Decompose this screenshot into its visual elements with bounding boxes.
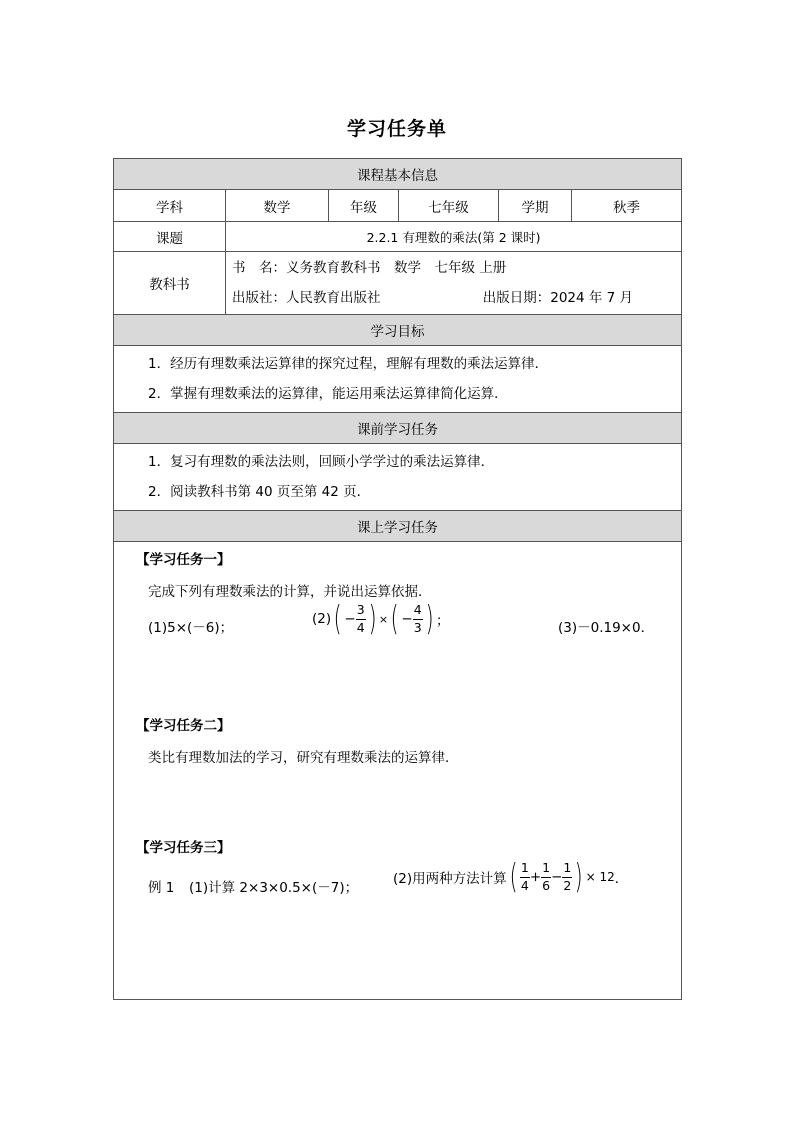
task1-instruction: 完成下列有理数乘法的计算，并说出运算依据． bbox=[148, 584, 432, 600]
denominator: 4 bbox=[520, 877, 529, 893]
times-sign: × bbox=[378, 612, 389, 626]
goal-item: 2．掌握有理数乘法的运算律，能运用乘法运算律简化运算． bbox=[148, 386, 508, 402]
minus-sign: − bbox=[401, 611, 413, 627]
in-class-tasks bbox=[114, 542, 682, 1000]
goal-item: 1．经历有理数乘法运算律的探究过程，理解有理数的乘法运算律． bbox=[148, 356, 549, 372]
subject-value: 数学 bbox=[226, 190, 329, 222]
task1-item2 bbox=[312, 599, 450, 639]
plus-sign: + bbox=[529, 869, 542, 885]
example-part1: (1)计算 2×3×0.5×(－7)； bbox=[189, 880, 359, 896]
numerator: 1 bbox=[541, 862, 551, 878]
task3-heading: 【学习任务三】 bbox=[136, 840, 231, 856]
left-paren: ( bbox=[509, 857, 518, 897]
example-label: 例 1 bbox=[148, 880, 175, 896]
textbook-label: 教科书 bbox=[114, 252, 226, 315]
right-paren: ) bbox=[575, 857, 583, 897]
fraction bbox=[356, 604, 366, 634]
topic-label: 课题 bbox=[114, 222, 226, 252]
grade-value: 七年级 bbox=[399, 190, 499, 222]
right-paren: ) bbox=[368, 599, 377, 639]
example-part2 bbox=[393, 857, 629, 897]
section-in-class-tasks: 课上学习任务 bbox=[114, 511, 682, 542]
denominator: 3 bbox=[413, 619, 422, 635]
term-value: 秋季 bbox=[572, 190, 682, 222]
times-twelve: × 12 bbox=[585, 870, 615, 884]
book-line: 书 名：义务教育教科书 数学 七年级 上册 bbox=[232, 260, 507, 276]
page-title: 学习任务单 bbox=[346, 118, 447, 140]
fraction bbox=[562, 862, 572, 892]
denominator: 6 bbox=[542, 877, 551, 893]
right-paren: ) bbox=[425, 599, 434, 639]
term-label: 学期 bbox=[499, 190, 572, 222]
section-goals: 学习目标 bbox=[114, 315, 682, 346]
publish-date: 出版日期：2024 年 7 月 bbox=[482, 290, 634, 306]
part2-prefix: (2)用两种方法计算 bbox=[393, 871, 507, 887]
subject-label: 学科 bbox=[114, 190, 226, 222]
publisher-line bbox=[232, 283, 681, 313]
denominator: 2 bbox=[563, 877, 572, 893]
numerator: 1 bbox=[520, 862, 530, 878]
minus-sign: − bbox=[551, 869, 563, 885]
fraction bbox=[541, 862, 551, 892]
task1-item3: (3)－0.19×0． bbox=[558, 620, 655, 636]
item2-prefix: (2) bbox=[312, 611, 332, 627]
numerator: 3 bbox=[356, 604, 366, 620]
task2-text: 类比有理数加法的学习，研究有理数乘法的运算律． bbox=[148, 750, 459, 766]
task1-item1: (1)5×(－6)； bbox=[148, 620, 234, 636]
section-pre-tasks: 课前学习任务 bbox=[114, 413, 682, 444]
fraction bbox=[413, 604, 423, 634]
minus-sign: − bbox=[344, 611, 356, 627]
grade-label: 年级 bbox=[329, 190, 399, 222]
publisher: 出版社：人民教育出版社 bbox=[232, 290, 381, 306]
denominator: 4 bbox=[356, 619, 365, 635]
numerator: 4 bbox=[413, 604, 423, 620]
numerator: 1 bbox=[562, 862, 572, 878]
left-paren: ( bbox=[333, 599, 342, 639]
task-sheet-table bbox=[113, 158, 682, 1000]
topic-value: 2.2.1 有理数的乘法(第 2 课时) bbox=[226, 222, 682, 252]
pre-task-item: 1．复习有理数的乘法法则，回顾小学学过的乘法运算律． bbox=[148, 454, 495, 470]
task2-heading: 【学习任务二】 bbox=[136, 718, 231, 734]
fraction bbox=[520, 862, 530, 892]
textbook-info bbox=[226, 252, 682, 315]
pre-task-item: 2．阅读教科书第 40 页至第 42 页． bbox=[148, 484, 371, 500]
part2-end: ． bbox=[614, 871, 629, 887]
goals-list bbox=[114, 346, 682, 413]
left-paren: ( bbox=[390, 599, 399, 639]
section-basic-info: 课程基本信息 bbox=[114, 159, 682, 190]
pre-tasks-list bbox=[114, 444, 682, 511]
task1-heading: 【学习任务一】 bbox=[136, 552, 231, 568]
item2-suffix: ； bbox=[435, 613, 450, 629]
